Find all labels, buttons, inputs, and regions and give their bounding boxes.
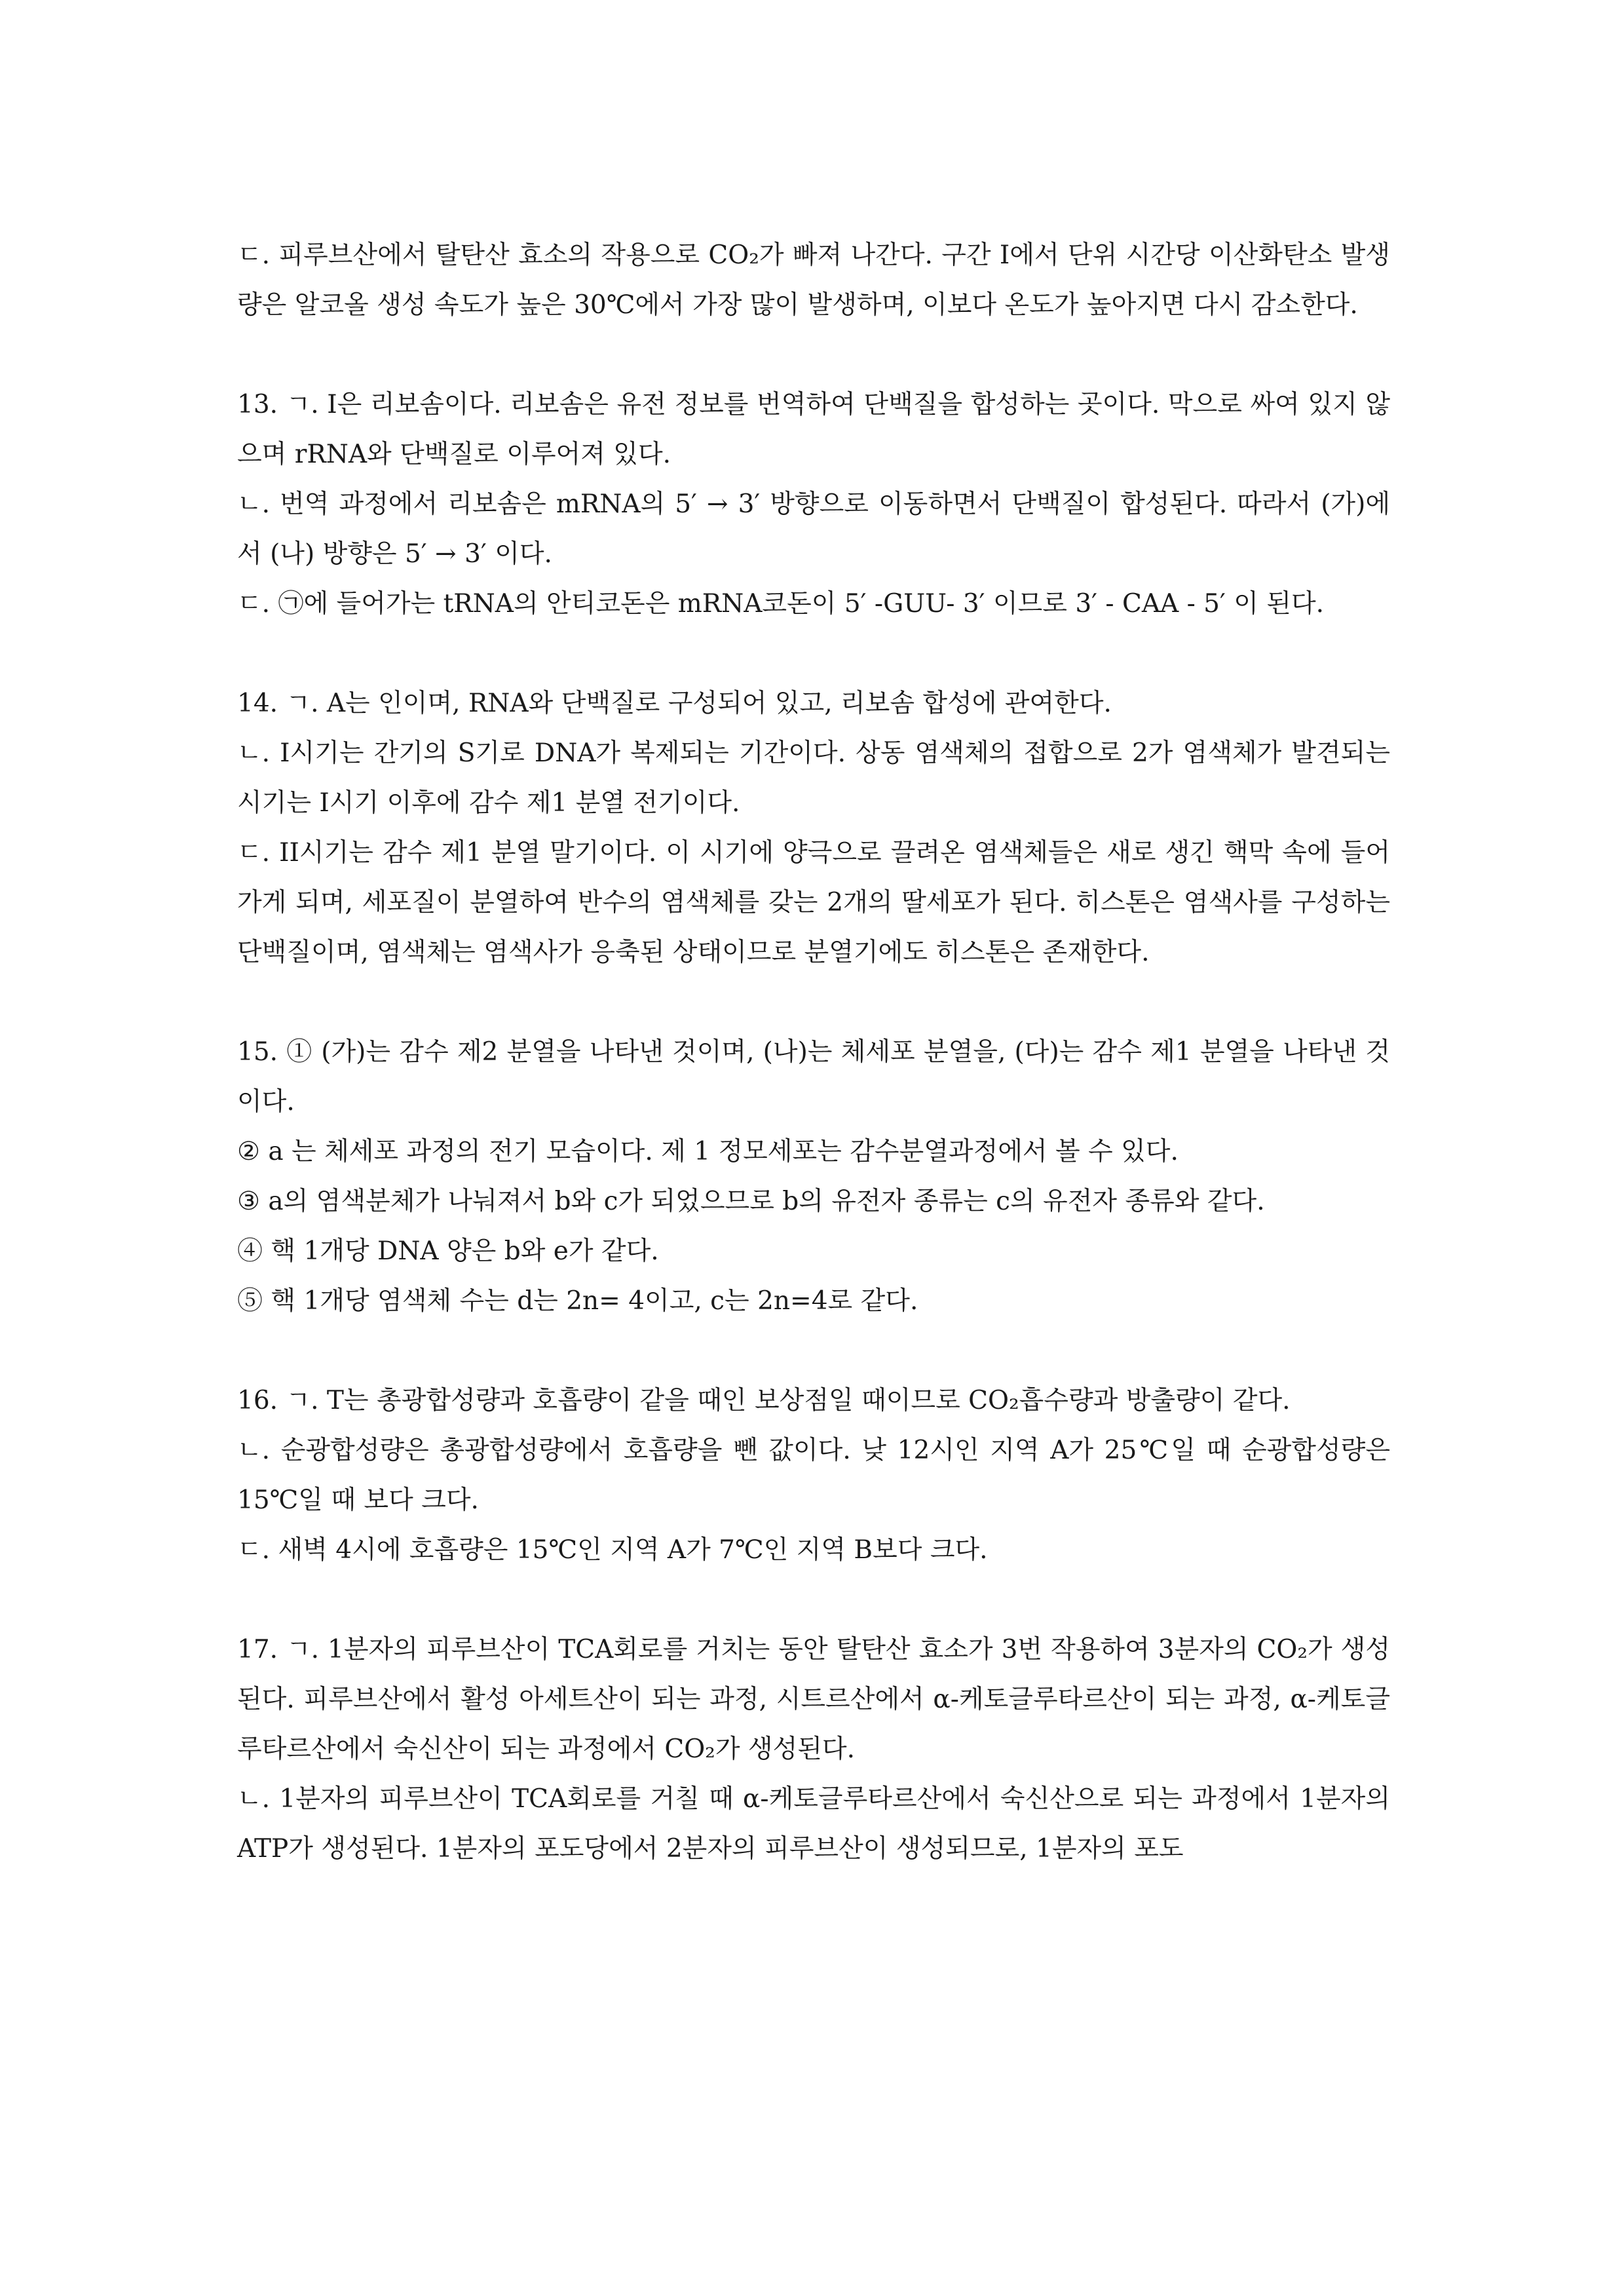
- spacer: [237, 1575, 1390, 1625]
- answer-block-17: [237, 1625, 1390, 1874]
- spacer: [237, 629, 1390, 679]
- paragraph: ㄷ. 피루브산에서 탈탄산 효소의 작용으로 CO₂가 빠져 나간다. 구간 I에서 단위 시간당 이산화탄소 발생량은 알코올 생성 속도가 높은 30℃에서 가장 많이 발생하며, 이보다 온도가 높아지면 다시 감소한다.: [237, 240, 1390, 320]
- paragraph: ④ 핵 1개당 DNA 양은 b와 e가 같다.: [237, 1236, 659, 1266]
- answer-block-14: [237, 679, 1390, 978]
- paragraph: 17. ㄱ. 1분자의 피루브산이 TCA회로를 거치는 동안 탈탄산 효소가 3번 작용하여 3분자의 CO₂가 생성된다. 피루브산에서 활성 아세트산이 되는 과정, 시트르산에서 α-케토글루타르산이 되는 과정, α-케토글루타르산에서 숙신산이 되는 과정에서 CO₂가 생성된다.: [237, 1635, 1390, 1764]
- paragraph: 16. ㄱ. T는 총광합성량과 호흡량이 같을 때인 보상점일 때이므로 CO₂흡수량과 방출량이 같다.: [237, 1386, 1291, 1415]
- paragraph: ㄴ. 1분자의 피루브산이 TCA회로를 거칠 때 α-케토글루타르산에서 숙신산으로 되는 과정에서 1분자의 ATP가 생성된다. 1분자의 포도당에서 2분자의 피루브산이 생성되므로, 1분자의 포도: [237, 1784, 1390, 1864]
- paragraph: ㄴ. 순광합성량은 총광합성량에서 호흡량을 뺀 값이다. 낮 12시인 지역 A가 25℃일 때 순광합성량은 15℃일 때 보다 크다.: [237, 1436, 1390, 1515]
- answer-block-15: [237, 1027, 1390, 1326]
- paragraph: ㄷ. ㉠에 들어가는 tRNA의 안티코돈은 mRNA코돈이 5′ -GUU- 3′ 이므로 3′ - CAA - 5′ 이 된다.: [237, 589, 1325, 619]
- spacer: [237, 978, 1390, 1027]
- paragraph: ㄷ. II시기는 감수 제1 분열 말기이다. 이 시기에 양극으로 끌려온 염색체들은 새로 생긴 핵막 속에 들어가게 되며, 세포질이 분열하여 반수의 염색체를 갖는 2개의 딸세포가 된다. 히스톤은 염색사를 구성하는 단백질이며, 염색체는 염색사가 응축된 상태이므로 분열기에도 히스톤은 존재한다.: [237, 838, 1390, 967]
- paragraph: 14. ㄱ. A는 인이며, RNA와 단백질로 구성되어 있고, 리보솜 합성에 관여한다.: [237, 689, 1112, 718]
- paragraph: ② a 는 체세포 과정의 전기 모습이다. 제 1 정모세포는 감수분열과정에서 볼 수 있다.: [237, 1137, 1179, 1166]
- paragraph: ㄴ. I시기는 간기의 S기로 DNA가 복제되는 기간이다. 상동 염색체의 접합으로 2가 염색체가 발견되는 시기는 I시기 이후에 감수 제1 분열 전기이다.: [237, 738, 1390, 818]
- document-page: [237, 231, 1390, 1874]
- answer-block-13: [237, 380, 1390, 629]
- answer-block-12-continued: [237, 231, 1390, 330]
- paragraph: ③ a의 염색분체가 나눠져서 b와 c가 되었으므로 b의 유전자 종류는 c의 유전자 종류와 같다.: [237, 1187, 1265, 1216]
- paragraph: ㄷ. 새벽 4시에 호흡량은 15℃인 지역 A가 7℃인 지역 B보다 크다.: [237, 1535, 988, 1565]
- paragraph: 13. ㄱ. I은 리보솜이다. 리보솜은 유전 정보를 번역하여 단백질을 합성하는 곳이다. 막으로 싸여 있지 않으며 rRNA와 단백질로 이루어져 있다.: [237, 390, 1390, 469]
- paragraph: 15. ① (가)는 감수 제2 분열을 나타낸 것이며, (나)는 체세포 분열을, (다)는 감수 제1 분열을 나타낸 것이다.: [237, 1037, 1390, 1117]
- paragraph: ㄴ. 번역 과정에서 리보솜은 mRNA의 5′ → 3′ 방향으로 이동하면서 단백질이 합성된다. 따라서 (가)에서 (나) 방향은 5′ → 3′ 이다.: [237, 489, 1390, 569]
- spacer: [237, 1326, 1390, 1376]
- spacer: [237, 330, 1390, 380]
- answer-block-16: [237, 1376, 1390, 1575]
- paragraph: ⑤ 핵 1개당 염색체 수는 d는 2n= 4이고, c는 2n=4로 같다.: [237, 1286, 918, 1316]
